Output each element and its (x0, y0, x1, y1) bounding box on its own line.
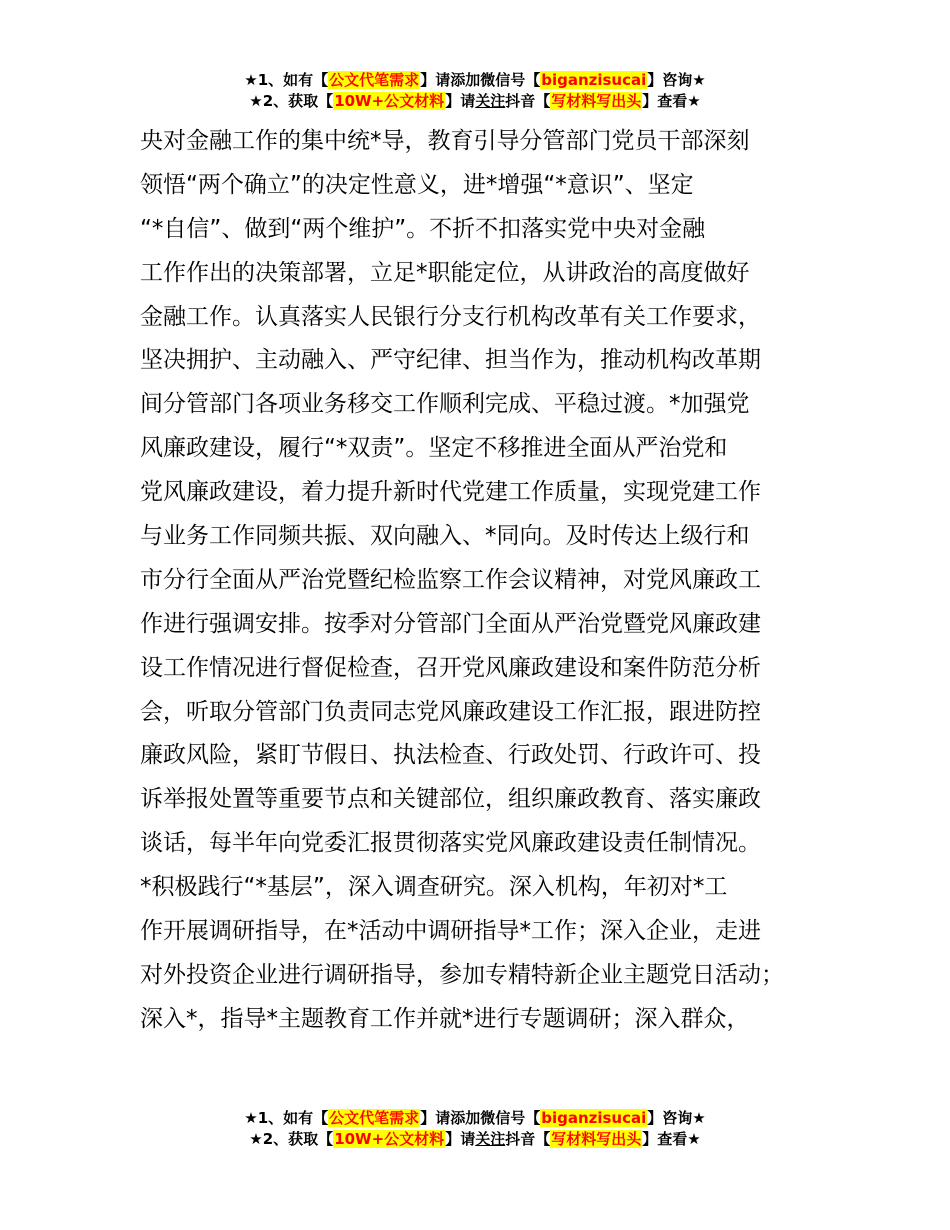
body-line: 诉举报处置等重要节点和关键部位，组织廉政教育、落实廉政 (140, 786, 761, 813)
body-line: 工作作出的决策部署，立足*职能定位，从讲政治的高度做好 (140, 259, 750, 286)
banner-highlight-ghostwriting: 公文代笔需求 (329, 71, 420, 89)
banner-line2-middle-b: 抖音【 (505, 1130, 551, 1148)
body-line: 领悟“两个确立”的决定性意义，进*增强“*意识”、坚定 (140, 171, 694, 198)
body-line: 坚决拥护、主动融入、严守纪律、担当作为，推动机构改革期 (140, 347, 761, 374)
banner-line1-middle: 】请添加微信号【 (420, 1109, 541, 1127)
banner-line1-prefix: ★1、如有【 (244, 1109, 329, 1127)
banner-line2-prefix: ★2、获取【 (249, 1130, 334, 1148)
banner-line-2 (0, 91, 950, 112)
body-line: 间分管部门各项业务移交工作顺利完成、平稳过渡。*加强党 (140, 391, 750, 418)
banner-line2-middle-a: 】请 (445, 92, 476, 110)
body-line: *积极践行“*基层”，深入调查研究。深入机构，年初对*工 (140, 874, 728, 901)
body-line: 作进行强调安排。按季对分管部门全面从严治党暨党风廉政建 (140, 610, 761, 637)
body-line: 金融工作。认真落实人民银行分支行机构改革有关工作要求， (140, 303, 761, 330)
banner-highlight-wechat-id: biganzisucai (541, 71, 647, 89)
banner-line1-middle: 】请添加微信号【 (420, 71, 541, 89)
body-line: 深入*，指导*主题教育工作并就*进行专题调研；深入群众， (140, 1005, 750, 1032)
banner-line-1 (0, 1108, 950, 1129)
footer-banner (0, 1108, 950, 1150)
header-banner (0, 70, 950, 112)
body-line: 风廉政建设，履行“*双责”。坚定不移推进全面从严治党和 (140, 435, 728, 462)
banner-line1-suffix: 】咨询★ (647, 71, 706, 89)
banner-line1-prefix: ★1、如有【 (244, 71, 329, 89)
body-line: 与业务工作同频共振、双向融入、*同向。及时传达上级行和 (140, 523, 750, 550)
banner-line2-suffix: 】查看★ (642, 1130, 701, 1148)
banner-follow-text: 关注 (475, 92, 506, 110)
body-line: 对外投资企业进行调研指导，参加专精特新企业主题党日活动； (140, 961, 784, 988)
banner-highlight-materials: 10W+公文材料 (334, 1130, 445, 1148)
body-line: 谈话，每半年向党委汇报贯彻落实党风廉政建设责任制情况。 (140, 830, 761, 857)
banner-line2-suffix: 】查看★ (642, 92, 701, 110)
body-line: 市分行全面从严治党暨纪检监察工作会议精神，对党风廉政工 (140, 566, 761, 593)
body-line: 设工作情况进行督促检查，召开党风廉政建设和案件防范分析 (140, 654, 761, 681)
banner-highlight-ghostwriting: 公文代笔需求 (329, 1109, 420, 1127)
body-line: 党风廉政建设，着力提升新时代党建工作质量，实现党建工作 (140, 479, 761, 506)
banner-highlight-wechat-id: biganzisucai (541, 1109, 647, 1127)
document-body (140, 120, 820, 1042)
body-line: 廉政风险，紧盯节假日、执法检查、行政处罚、行政许可、投 (140, 742, 761, 769)
banner-line2-prefix: ★2、获取【 (249, 92, 334, 110)
body-line: 会，听取分管部门负责同志党风廉政建设工作汇报，跟进防控 (140, 698, 761, 725)
body-line: 作开展调研指导，在*活动中调研指导*工作；深入企业，走进 (140, 918, 761, 945)
banner-line-1 (0, 70, 950, 91)
banner-highlight-douyin-account: 写材料写出头 (551, 92, 642, 110)
banner-line-2 (0, 1129, 950, 1150)
banner-line2-middle-b: 抖音【 (505, 92, 551, 110)
body-line: 央对金融工作的集中统*导，教育引导分管部门党员干部深刻 (140, 128, 750, 154)
body-line: “*自信”、做到“两个维护”。不折不扣落实党中央对金融 (140, 215, 706, 242)
banner-follow-text: 关注 (475, 1130, 506, 1148)
banner-highlight-douyin-account: 写材料写出头 (551, 1130, 642, 1148)
banner-line1-suffix: 】咨询★ (647, 1109, 706, 1127)
banner-line2-middle-a: 】请 (445, 1130, 476, 1148)
banner-highlight-materials: 10W+公文材料 (334, 92, 445, 110)
